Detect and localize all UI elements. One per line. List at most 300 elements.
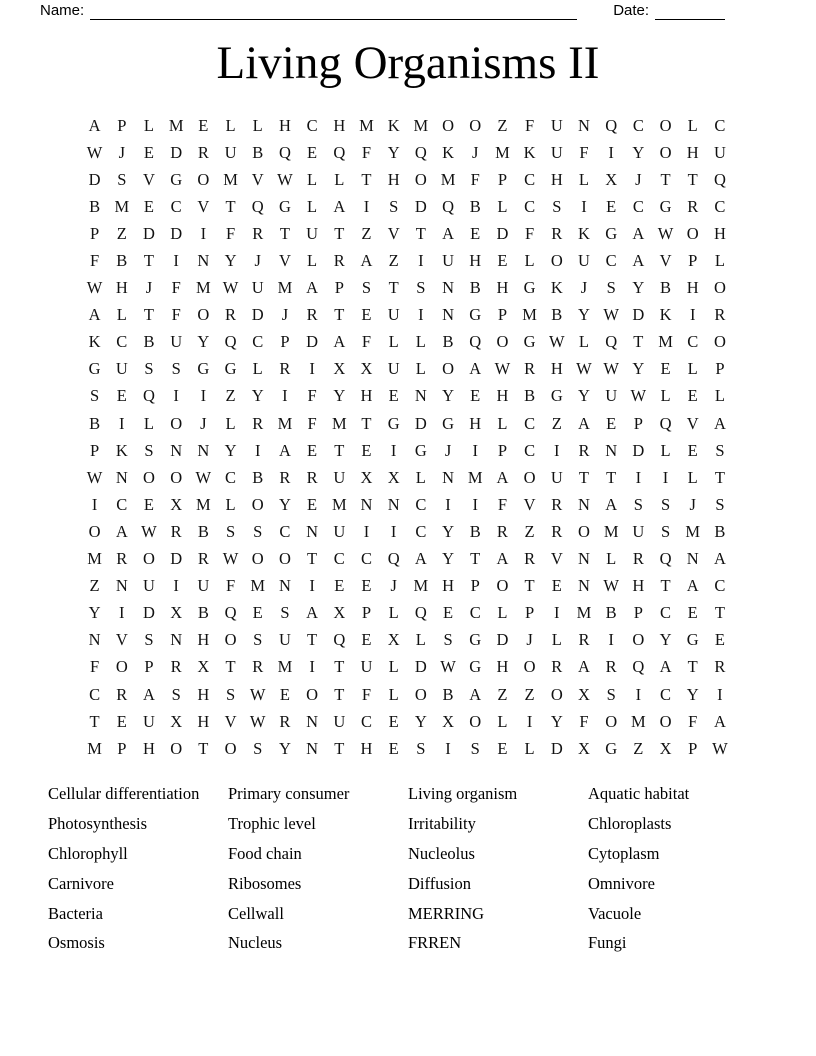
grid-cell: H [496, 657, 509, 677]
grid-cell: I [173, 386, 179, 406]
grid-cell: L [225, 413, 236, 433]
grid-cell: E [198, 115, 209, 135]
grid-cell: O [550, 684, 563, 704]
grid-cell: N [170, 630, 183, 650]
grid-cell: T [198, 738, 209, 758]
grid-cell: M [603, 521, 619, 541]
grid-cell: S [470, 738, 480, 758]
grid-cell: F [470, 169, 480, 189]
grid-cell: H [686, 278, 699, 298]
grid-cell: A [469, 359, 482, 379]
grid-cell: M [331, 494, 347, 514]
grid-cell: L [307, 251, 318, 271]
grid-cell: L [497, 413, 508, 433]
grid-cell: X [442, 711, 454, 731]
grid-cell: H [387, 169, 400, 189]
grid-cell: G [659, 196, 672, 216]
grid-cell: I [608, 142, 614, 162]
grid-cell: V [387, 223, 400, 243]
grid-cell: M [168, 115, 184, 135]
grid-cell: A [713, 711, 726, 731]
grid-cell: X [578, 738, 590, 758]
grid-cell: P [280, 332, 290, 352]
word-bank-item: Food chain [228, 843, 302, 863]
grid-cell: D [414, 657, 427, 677]
grid-cell: N [115, 576, 128, 596]
grid-cell: I [173, 576, 179, 596]
grid-cell: L [307, 169, 318, 189]
grid-cell: S [361, 278, 372, 298]
grid-cell: R [496, 521, 508, 541]
grid-cell: L [388, 684, 399, 704]
grid-cell: E [279, 684, 290, 704]
word-bank-column [228, 779, 408, 958]
grid-cell: U [360, 657, 373, 677]
grid-cell: L [334, 169, 345, 189]
grid-cell: I [173, 251, 179, 271]
grid-cell: Q [414, 603, 427, 623]
word-bank-item: Irritability [408, 813, 476, 833]
grid-cell: H [197, 711, 210, 731]
grid-cell: O [442, 359, 454, 379]
grid-cell: U [197, 576, 210, 596]
grid-cell: J [254, 251, 261, 271]
grid-cell: T [714, 603, 725, 623]
grid-cell: I [581, 196, 587, 216]
grid-cell: I [445, 494, 451, 514]
grid-cell: E [388, 738, 399, 758]
grid-cell: E [307, 494, 318, 514]
grid-cell: F [225, 223, 236, 243]
grid-cell: Y [578, 305, 590, 325]
grid-cell: I [418, 305, 424, 325]
grid-cell: Y [88, 603, 101, 623]
grid-cell: M [277, 413, 293, 433]
grid-cell: N [306, 521, 319, 541]
grid-cell: L [687, 115, 698, 135]
word-bank-item: Bacteria [48, 903, 103, 923]
grid-cell: A [605, 494, 618, 514]
grid-cell: U [251, 278, 264, 298]
grid-cell: R [252, 223, 264, 243]
grid-cell: S [606, 278, 616, 298]
grid-cell: J [580, 278, 588, 298]
grid-cell: Y [278, 494, 291, 514]
grid-cell: L [714, 251, 725, 271]
grid-cell: G [88, 359, 101, 379]
grid-cell: N [360, 494, 373, 514]
grid-cell: A [306, 278, 319, 298]
grid-cell: L [578, 169, 590, 189]
grid-cell: U [550, 115, 563, 135]
grid-cell: X [170, 603, 183, 623]
grid-cell: T [388, 278, 399, 298]
grid-cell: L [497, 711, 508, 731]
grid-cell: G [170, 169, 183, 189]
grid-cell: E [143, 142, 155, 162]
grid-cell: N [578, 115, 590, 135]
grid-cell: T [660, 576, 671, 596]
grid-cell: C [116, 332, 128, 352]
grid-cell: F [225, 576, 236, 596]
header-row [40, 0, 776, 20]
grid-cell: D [496, 630, 509, 650]
grid-cell: D [251, 305, 264, 325]
grid-cell: S [416, 738, 426, 758]
grid-cell: R [279, 359, 291, 379]
grid-cell: Y [632, 278, 645, 298]
grid-cell: Y [333, 386, 346, 406]
grid-cell: A [578, 413, 590, 433]
date-blank-line [655, 4, 725, 20]
grid-cell: R [306, 305, 318, 325]
grid-cell: A [713, 413, 726, 433]
grid-cell: B [143, 332, 155, 352]
grid-cell: T [279, 223, 290, 243]
grid-cell: J [118, 142, 125, 162]
grid-cell: M [495, 142, 510, 162]
grid-cell: R [170, 657, 182, 677]
grid-cell: I [309, 576, 315, 596]
grid-cell: Y [387, 142, 400, 162]
grid-cell: M [440, 169, 456, 189]
grid-cell: U [333, 467, 346, 487]
word-bank-item: MERRING [408, 903, 485, 923]
grid-cell: O [713, 278, 726, 298]
grid-cell: T [307, 549, 318, 569]
grid-cell: S [633, 494, 643, 514]
grid-cell: M [277, 657, 293, 677]
grid-cell: H [496, 386, 509, 406]
grid-cell: C [279, 521, 291, 541]
grid-cell: L [551, 630, 562, 650]
grid-cell: S [171, 684, 181, 704]
grid-cell: B [469, 196, 481, 216]
grid-cell: Z [89, 576, 100, 596]
grid-cell: R [714, 305, 726, 325]
grid-cell: R [306, 467, 318, 487]
grid-cell: T [606, 467, 617, 487]
grid-cell: F [171, 305, 181, 325]
grid-cell: J [390, 576, 397, 596]
grid-cell: G [550, 386, 563, 406]
grid-cell: X [387, 630, 400, 650]
word-bank-item: Osmosis [48, 933, 105, 953]
grid-cell: N [306, 711, 319, 731]
grid-cell: T [334, 738, 345, 758]
grid-cell: M [522, 305, 537, 325]
grid-cell: M [223, 169, 238, 189]
word-bank-item: Nucleolus [408, 843, 475, 863]
grid-cell: N [197, 251, 210, 271]
grid-cell: R [279, 467, 291, 487]
grid-cell: M [658, 332, 673, 352]
grid-cell: W [86, 142, 103, 162]
grid-cell: G [469, 630, 482, 650]
grid-cell: C [306, 115, 318, 135]
grid-cell: S [117, 169, 127, 189]
grid-cell: N [442, 305, 454, 325]
grid-cell: O [115, 657, 128, 677]
grid-cell: N [605, 440, 618, 460]
grid-cell: A [632, 223, 645, 243]
grid-cell: E [361, 576, 372, 596]
grid-cell: T [225, 196, 236, 216]
grid-cell: A [414, 549, 427, 569]
grid-cell: M [576, 603, 592, 623]
grid-cell: H [360, 386, 373, 406]
grid-cell: O [224, 738, 237, 758]
word-bank-item: Omnivore [588, 873, 655, 893]
grid-cell: A [496, 467, 509, 487]
grid-cell: D [306, 332, 319, 352]
grid-cell: B [442, 332, 454, 352]
grid-cell: D [143, 223, 155, 243]
grid-cell: R [225, 305, 237, 325]
grid-cell: G [469, 657, 482, 677]
grid-cell: E [388, 711, 399, 731]
grid-cell: E [334, 576, 345, 596]
grid-cell: I [309, 657, 315, 677]
grid-cell: C [415, 494, 427, 514]
grid-cell: Q [251, 196, 264, 216]
grid-cell: R [197, 549, 209, 569]
grid-cell: T [633, 332, 644, 352]
grid-cell: W [494, 359, 511, 379]
grid-cell: A [469, 684, 482, 704]
grid-cell: D [632, 440, 645, 460]
grid-cell: B [252, 467, 264, 487]
grid-cell: R [170, 521, 182, 541]
grid-cell: R [116, 684, 128, 704]
grid-cell: C [116, 494, 128, 514]
grid-cell: N [278, 576, 291, 596]
grid-cell: C [687, 332, 699, 352]
grid-cell: T [89, 711, 100, 731]
grid-cell: U [333, 521, 346, 541]
grid-cell: W [86, 467, 103, 487]
grid-cell: U [170, 332, 183, 352]
grid-cell: W [603, 576, 619, 596]
grid-cell: O [143, 549, 155, 569]
grid-cell: P [117, 738, 127, 758]
grid-cell: O [442, 115, 454, 135]
word-bank-item: FRREN [408, 933, 462, 953]
grid-cell: A [333, 332, 346, 352]
grid-cell: O [523, 657, 536, 677]
grid-cell: X [333, 359, 346, 379]
grid-cell: Y [686, 684, 699, 704]
grid-cell: S [171, 359, 181, 379]
grid-cell: Y [197, 332, 210, 352]
grid-cell: T [334, 223, 345, 243]
grid-cell: H [197, 630, 210, 650]
grid-cell: Q [333, 142, 346, 162]
grid-cell: X [605, 169, 618, 189]
grid-cell: O [414, 684, 427, 704]
grid-cell: G [523, 278, 536, 298]
grid-cell: T [143, 305, 155, 325]
grid-cell: A [360, 251, 373, 271]
grid-cell: I [254, 440, 261, 460]
grid-cell: K [523, 142, 536, 162]
grid-cell: O [278, 549, 291, 569]
grid-cell: L [524, 738, 535, 758]
grid-cell: X [333, 603, 346, 623]
grid-cell: U [333, 711, 346, 731]
word-bank-item: Vacuole [588, 903, 642, 923]
word-bank-item: Photosynthesis [48, 813, 148, 833]
grid-cell: B [714, 521, 726, 541]
grid-cell: J [145, 278, 153, 298]
grid-cell: F [361, 332, 372, 352]
grid-cell: T [361, 169, 372, 189]
grid-cell: Q [713, 169, 726, 189]
grid-cell: A [578, 657, 590, 677]
grid-cell: U [632, 521, 645, 541]
grid-cell: F [525, 115, 535, 135]
grid-cell: C [360, 711, 372, 731]
grid-cell: M [413, 115, 429, 135]
grid-cell: T [143, 251, 155, 271]
grid-cell: V [143, 169, 155, 189]
grid-cell: Q [605, 115, 618, 135]
grid-cell: R [578, 440, 590, 460]
grid-cell: X [360, 467, 373, 487]
grid-cell: L [497, 196, 508, 216]
grid-cell: N [387, 494, 400, 514]
grid-cell: Q [387, 549, 400, 569]
grid-cell: T [334, 684, 345, 704]
grid-cell: T [470, 549, 481, 569]
grid-cell: Q [143, 386, 155, 406]
grid-cell: I [390, 440, 397, 460]
grid-cell: U [713, 142, 726, 162]
grid-cell: Y [659, 630, 672, 650]
grid-cell: M [359, 115, 374, 135]
grid-cell: N [442, 278, 454, 298]
word-bank-item: Nucleus [228, 933, 283, 953]
grid-cell: Q [442, 196, 454, 216]
grid-cell: P [688, 251, 698, 271]
grid-cell: Q [414, 142, 427, 162]
grid-cell: Z [551, 413, 562, 433]
grid-cell: F [497, 494, 507, 514]
grid-cell: I [282, 386, 288, 406]
grid-cell: U [278, 630, 291, 650]
grid-cell: E [497, 251, 508, 271]
grid-cell: Z [633, 738, 644, 758]
grid-cell: R [605, 657, 617, 677]
grid-cell: V [115, 630, 128, 650]
name-label: Name: [40, 2, 85, 19]
grid-cell: O [496, 576, 509, 596]
grid-cell: T [415, 223, 426, 243]
grid-cell: J [444, 440, 452, 460]
grid-cell: Y [550, 711, 563, 731]
grid-cell: L [388, 332, 399, 352]
grid-cell: B [89, 413, 101, 433]
grid-cell: O [523, 467, 536, 487]
grid-cell: W [141, 521, 157, 541]
grid-cell: B [197, 603, 209, 623]
grid-cell: S [660, 494, 671, 514]
grid-cell: X [197, 657, 210, 677]
grid-cell: I [554, 440, 560, 460]
grid-cell: M [196, 494, 211, 514]
word-bank-item: Living organism [408, 783, 518, 803]
grid-cell: O [496, 332, 509, 352]
grid-cell: X [170, 711, 183, 731]
grid-cell: O [550, 251, 563, 271]
grid-cell: E [551, 576, 562, 596]
grid-cell: R [551, 657, 563, 677]
grid-cell: S [552, 196, 562, 216]
word-bank-column [48, 779, 228, 958]
word-bank-item: Cellwall [228, 903, 284, 923]
grid-cell: O [88, 521, 101, 541]
grid-cell: Y [578, 386, 590, 406]
grid-cell: R [524, 359, 536, 379]
grid-cell: M [631, 711, 646, 731]
grid-cell: X [387, 467, 400, 487]
grid-cell: G [414, 440, 427, 460]
grid-cell: N [88, 630, 101, 650]
grid-cell: Y [414, 711, 427, 731]
grid-cell: L [687, 467, 698, 487]
grid-cell: M [87, 549, 102, 569]
grid-cell: Z [497, 684, 508, 704]
grid-cell: W [657, 223, 674, 243]
grid-cell: I [445, 738, 451, 758]
grid-cell: W [712, 738, 728, 758]
grid-cell: R [524, 549, 536, 569]
grid-cell: V [686, 413, 699, 433]
grid-cell: Z [361, 223, 372, 243]
grid-cell: Z [225, 386, 236, 406]
grid-cell: H [550, 169, 563, 189]
grid-cell: L [143, 115, 155, 135]
grid-cell: B [116, 251, 128, 271]
grid-cell: A [306, 603, 319, 623]
grid-cell: N [170, 440, 183, 460]
grid-cell: E [660, 359, 671, 379]
grid-cell: L [660, 386, 671, 406]
grid-cell: A [713, 549, 726, 569]
grid-cell: Q [605, 332, 618, 352]
grid-cell: H [469, 413, 482, 433]
grid-cell: F [307, 413, 317, 433]
grid-cell: S [660, 521, 671, 541]
grid-cell: O [306, 684, 319, 704]
grid-cell: T [361, 413, 372, 433]
grid-cell: H [550, 359, 563, 379]
grid-cell: J [281, 305, 289, 325]
grid-cell: E [687, 603, 698, 623]
grid-cell: Y [278, 738, 291, 758]
grid-cell: H [686, 142, 699, 162]
grid-cell: O [170, 738, 183, 758]
grid-cell: W [222, 278, 239, 298]
grid-cell: O [659, 115, 672, 135]
grid-cell: R [252, 657, 264, 677]
grid-cell: C [524, 413, 536, 433]
grid-cell: I [200, 223, 207, 243]
grid-cell: Z [524, 521, 535, 541]
grid-cell: S [416, 278, 426, 298]
grid-cell: O [170, 413, 183, 433]
grid-cell: K [550, 278, 563, 298]
